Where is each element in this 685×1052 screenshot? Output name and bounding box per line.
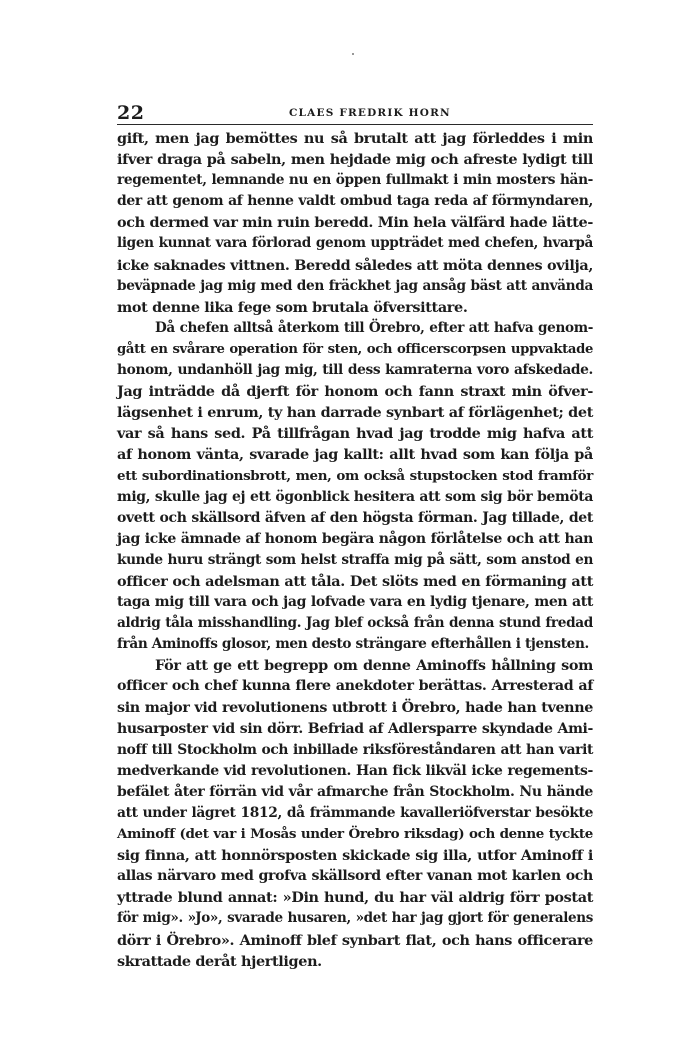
paragraph-start-line: För att ge ett begrepp om denne Aminoffs hållning som <box>155 657 593 675</box>
text-line: yttrade blund annat: »Din hund, du har väl aldrig förr postat <box>117 889 593 907</box>
text-line: officer och adelsman att tåla. Det slöts med en förmaning att <box>117 572 593 590</box>
text-line: allas närvaro med grofva skällsord efter vanan mot karlen och <box>117 868 593 885</box>
text-line: taga mig till vara och jag lofvade vara en lydig tjenare, men att <box>117 594 593 611</box>
paragraph-start-line: Då chefen alltså återkom till Örebro, efter att hafva genom- <box>155 319 593 336</box>
page-header <box>117 102 593 124</box>
text-line: icke saknades vittnen. Beredd således att möta dennes ovilja, <box>117 256 593 274</box>
text-line: aldrig tåla misshandling. Jag blef också från denna stund fredad <box>117 615 593 632</box>
text-line: gått en svårare operation för sten, och officerscorpsen uppvaktade <box>117 341 593 357</box>
text-line: befälet åter förrän vid vår afmarche från Stockholm. Nu hände <box>117 783 593 800</box>
text-line: honom, undanhöll jag mig, till dess kamraterna voro afskedade. <box>117 362 593 379</box>
text-line: regementet, lemnande nu en öppen fullmakt i min mosters hän- <box>117 172 593 189</box>
text-line: att under lägret 1812, då främmande kavalleriöfverstar besökte <box>117 805 593 821</box>
text-line: noff till Stockholm och inbillade riksföreståndaren att han varit <box>117 741 593 758</box>
text-line: ligen kunnat vara förlorad genom uppträdet med chefen, hvarpå <box>117 235 593 252</box>
text-line: beväpnade jag mig med den fräckhet jag ansåg bäst att använda <box>117 277 593 294</box>
text-line: för mig». »Jo», svarade husaren, »det har jag gjort för generalens <box>117 910 593 927</box>
text-line: ett subordinationsbrott, men, om också stupstocken stod framför <box>117 467 593 484</box>
text-line: der att genom af henne valdt ombud taga reda af förmyndaren, <box>117 193 593 210</box>
text-line: husarposter vid sin dörr. Befriad af Adlersparre skyndade Ami- <box>117 720 593 737</box>
text-line: Jag inträdde då djerft för honom och fann straxt min öfver- <box>117 383 593 401</box>
text-line: dörr i Örebro». Aminoff blef synbart flat, och hans officerare <box>117 931 593 949</box>
paragraph-end-line: skrattade deråt hjertligen. <box>117 952 322 970</box>
text-line: medverkande vid revolutionen. Han fick likväl icke regements- <box>117 762 593 779</box>
header-rule <box>117 124 593 125</box>
text-line: officer och chef kunna flere anekdoter berättas. Arresterad af <box>117 678 593 695</box>
text-line: mig, skulle jag ej ett ögonblick hesitera att som sig bör bemöta <box>117 488 593 505</box>
text-line: kunde huru strängt som helst straffa mig på sätt, som anstod en <box>117 551 593 568</box>
text-line: och dermed var min ruin beredd. Min hela välfärd hade lätte- <box>117 214 593 232</box>
running-head: CLAES FREDRIK HORN <box>289 107 451 119</box>
page-number: 22 <box>117 102 145 124</box>
text-line: sig finna, att honnörsposten skickade sig illa, utfor Aminoff i <box>117 847 593 865</box>
text-line: ovett och skällsord äfven af den högsta förman. Jag tillade, det <box>117 509 593 526</box>
text-line: Aminoff (det var i Mosås under Örebro riksdag) och denne tyckte <box>117 826 593 843</box>
text-line: af honom vänta, svarade jag kallt: allt hvad som kan följa på <box>117 446 593 464</box>
text-line: gift, men jag bemöttes nu så brutalt att jag förleddes i min <box>117 130 593 147</box>
body-text <box>117 128 593 972</box>
paragraph-end-line: från Aminoffs glosor, men desto strängare efterhållen i tjensten. <box>117 636 589 653</box>
print-speck <box>352 53 354 55</box>
text-line: jag icke ämnade af honom begära någon förlåtelse och att han <box>117 530 593 547</box>
text-line: sin major vid revolutionens utbrott i Örebro, hade han tvenne <box>117 699 593 716</box>
paragraph-end-line: mot denne lika fege som brutala öfversittare. <box>117 298 468 316</box>
text-line: ifver draga på sabeln, men hejdade mig och afreste lydigt till <box>117 151 593 169</box>
text-line: lägsenhet i enrum, ty han darrade synbart af förlägenhet; det <box>117 404 593 422</box>
text-line: var så hans sed. På tillfrågan hvad jag trodde mig hafva att <box>117 425 593 443</box>
